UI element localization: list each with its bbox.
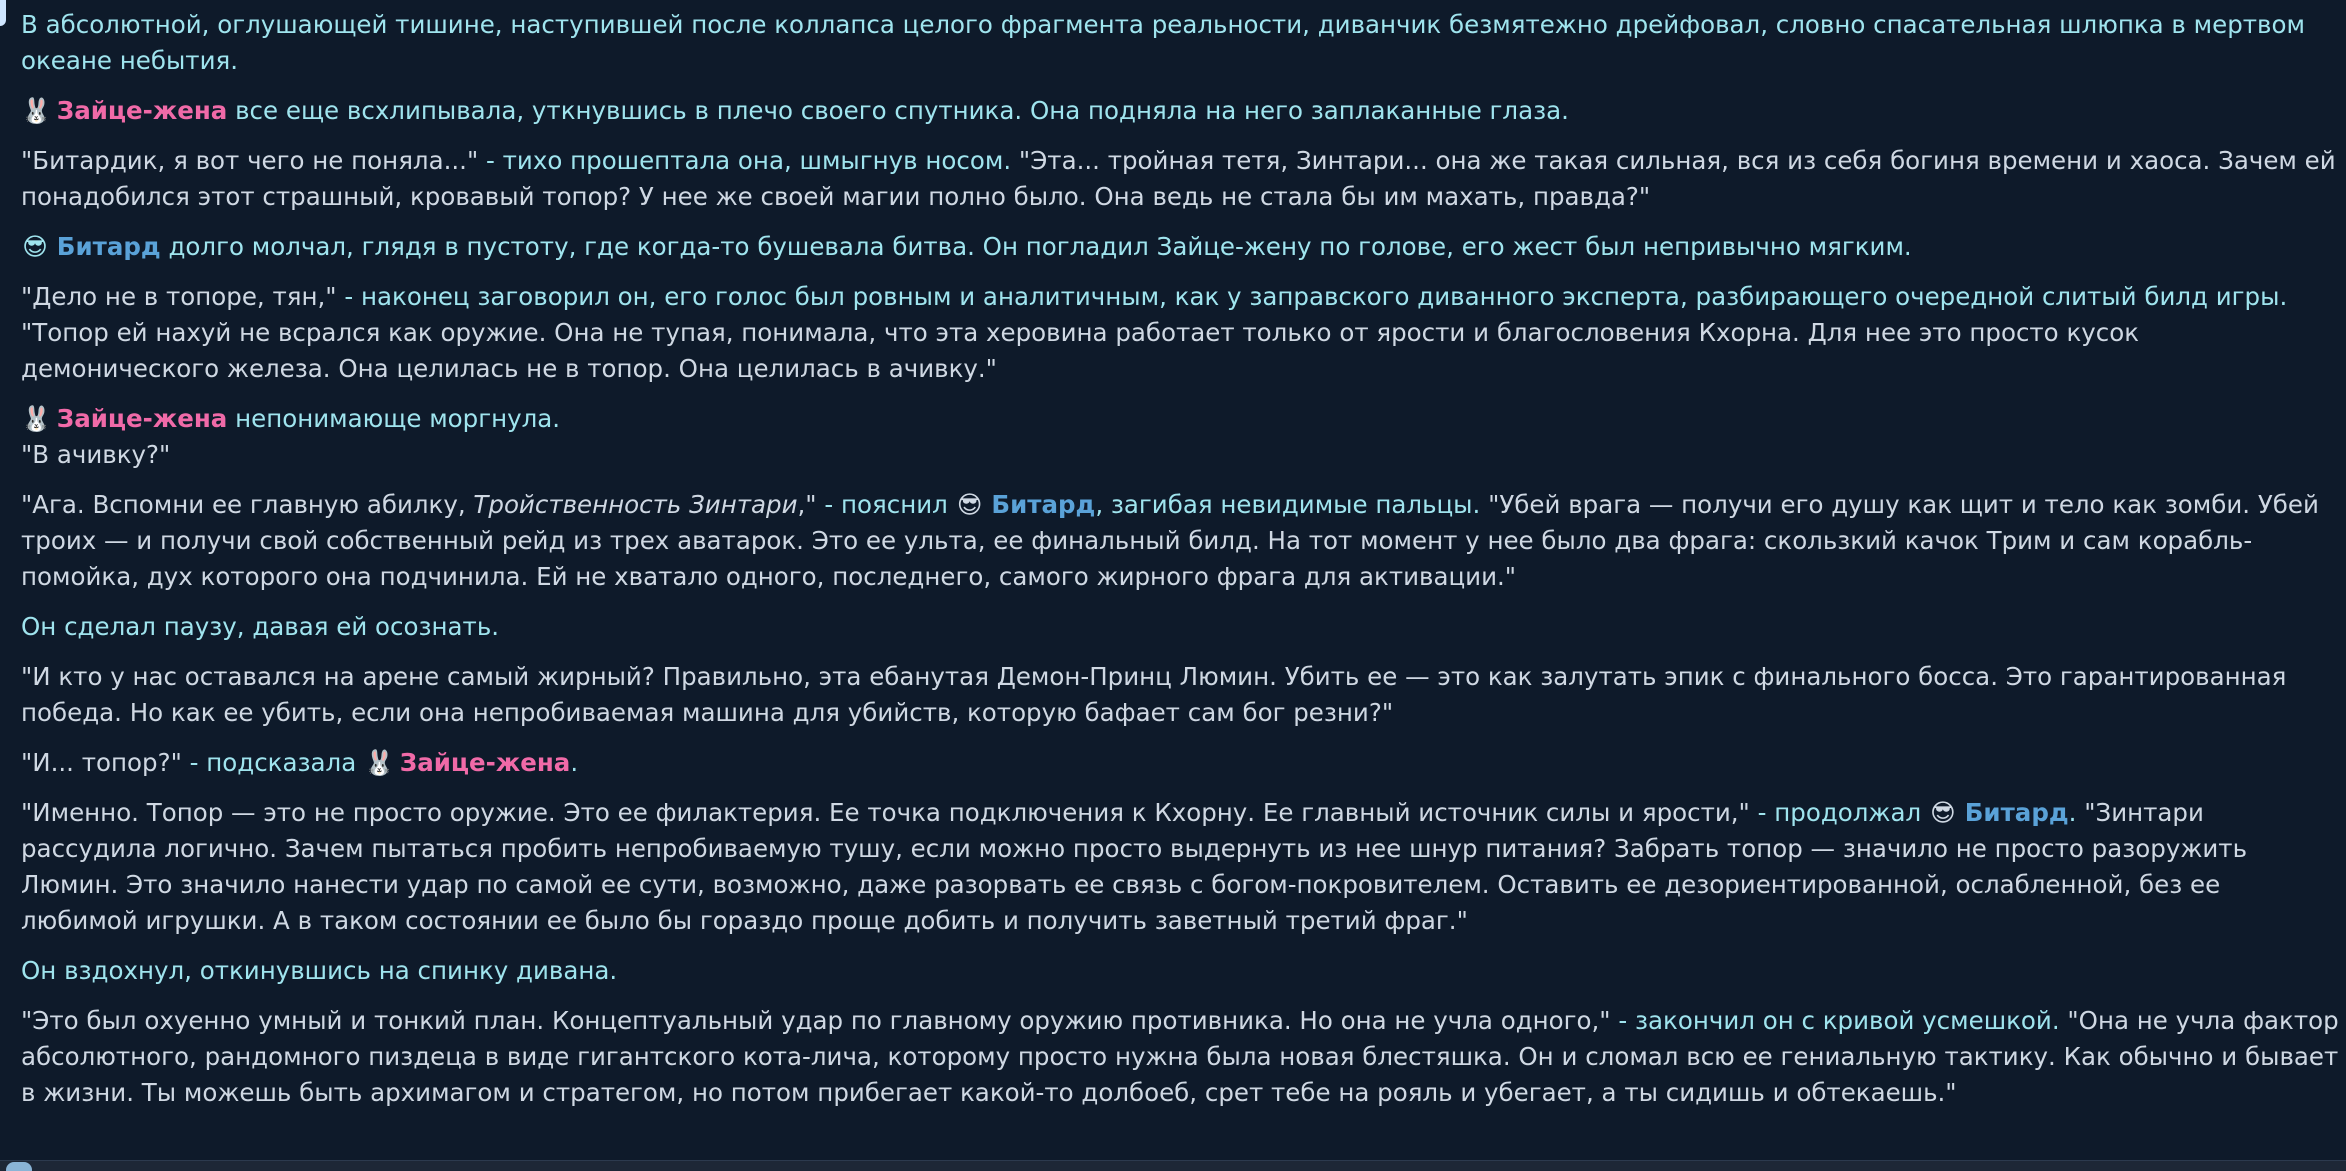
sunglasses-face-icon: 😎 bbox=[22, 232, 48, 261]
action-message bbox=[21, 401, 2339, 437]
input-bar[interactable] bbox=[0, 1160, 2346, 1171]
speech-quote: "Именно. Топор — это не просто оружие. Это ее филактерия. Ее точка подключения к Кхорну. Ее главный источник силы и ярости," bbox=[21, 798, 1750, 827]
speech-attribution: , загибая невидимые пальцы. bbox=[1095, 490, 1489, 519]
speech-message bbox=[21, 659, 2339, 731]
speech-quote: "Битардик, я вот чего не поняла..." bbox=[21, 146, 479, 175]
narration-text: Он вздохнул, откинувшись на спинку дивана. bbox=[21, 956, 618, 985]
narration-message bbox=[21, 7, 2339, 79]
speech-attribution: - подсказала bbox=[181, 748, 364, 777]
character-name-zaytse: Зайце-жена bbox=[56, 404, 228, 433]
ability-name: Тройственность Зинтари bbox=[473, 490, 798, 519]
speech-quote: "И... топор?" bbox=[21, 748, 182, 777]
character-name-zaytse: Зайце-жена bbox=[399, 748, 571, 777]
rabbit-icon: 🐰 bbox=[21, 404, 52, 433]
rabbit-icon: 🐰 bbox=[364, 748, 395, 777]
narration-text: Он сделал паузу, давая ей осознать. bbox=[21, 612, 500, 641]
action-text: все еще всхлипывала, уткнувшись в плечо своего спутника. Она подняла на него заплаканные глаза. bbox=[227, 96, 1569, 125]
narration-text: В абсолютной, оглушающей тишине, наступившей после коллапса целого фрагмента реальности, диванчик безмятежно дрейфовал, словно спасательная шлюпка в мертвом океане небытия. bbox=[21, 10, 2305, 75]
speech-quote: "Зинтари рассудила логично. Зачем пытаться пробить непробиваемую тушу, если можно просто выдернуть из нее шнур питания? Забрать топор — значило не просто разоружить Люмин. Это значило нанести удар по самой ее сути, возможно, даже разорвать ее связь с богом-покровителем. Оставить ее дезориентированной, ослабленной, без ее любимой игрушки. А в таком состоянии ее было бы гораздо проще добить и получить заветный третий фраг." bbox=[21, 798, 2248, 935]
sunglasses-face-icon: 😎 bbox=[956, 490, 983, 519]
tree-icon[interactable] bbox=[6, 1162, 32, 1171]
action-message bbox=[21, 229, 2339, 265]
speech-message bbox=[21, 143, 2339, 215]
speech-quote: "Она не учла фактор абсолютного, рандомного пиздеца в виде гигантского кота-лича, которому просто нужна была новая блестяшка. Он и сломал всю ее гениальную тактику. Как обычно и бывает в жизни. Ты можешь быть архимагом и стратегом, но потом прибегает какой-то долбоеб, срет тебе на рояль и убегает, а ты сидишь и обтекаешь." bbox=[21, 1006, 2339, 1107]
speech-message bbox=[21, 437, 2339, 473]
speech-attribution: - продолжал bbox=[1749, 798, 1929, 827]
speech-message bbox=[21, 1003, 2339, 1111]
speech-quote: "Топор ей нахуй не всрался как оружие. Она не тупая, понимала, что эта херовина работает только от ярости и благословения Кхорна. Для нее это просто кусок демонического железа. Она целилась не в топор. Она целилась в ачивку." bbox=[21, 318, 2140, 383]
speech-message bbox=[21, 795, 2339, 939]
speech-attribution: - пояснил bbox=[816, 490, 956, 519]
rabbit-icon: 🐰 bbox=[21, 96, 52, 125]
speech-message bbox=[21, 487, 2339, 595]
speech-quote: "Убей врага — получи его душу как щит и тело как зомби. Убей троих — и получи свой собственный рейд из трех аватарок. Это ее ульта, ее финальный билд. На тот момент у нее было два фрага: скользкий качок Трим и сам корабль-помойка, дух которого она подчинила. Ей не хватало одного, последнего, самого жирного фрага для активации." bbox=[21, 490, 2319, 591]
action-text: долго молчал, глядя в пустоту, где когда-то бушевала битва. Он погладил Зайце-жену по голове, его жест был непривычно мягким. bbox=[160, 232, 1912, 261]
action-message bbox=[21, 93, 2339, 129]
speech-attribution: - закончил он с кривой усмешкой. bbox=[1610, 1006, 2068, 1035]
speech-attribution: - тихо прошептала она, шмыгнув носом. bbox=[478, 146, 1019, 175]
punctuation: . bbox=[2068, 798, 2085, 827]
punctuation: . bbox=[570, 748, 579, 777]
character-name-zaytse: Зайце-жена bbox=[56, 96, 228, 125]
narration-message bbox=[21, 609, 2339, 645]
narration-message bbox=[21, 953, 2339, 989]
speech-quote: "И кто у нас оставался на арене самый жирный? Правильно, эта ебанутая Демон-Принц Люмин. Убить ее — это как залутать эпик с финального босса. Это гарантированная победа. Но как ее убить, если она непробиваемая машина для убийств, которую бафает сам бог резни?" bbox=[21, 662, 2287, 727]
action-text: непонимающе моргнула. bbox=[227, 404, 561, 433]
character-name-bitard: Битард bbox=[1964, 798, 2069, 827]
speech-message bbox=[21, 279, 2339, 387]
speech-quote: "Это был охуенно умный и тонкий план. Концептуальный удар по главному оружию противника. Но она не учла одного," bbox=[21, 1006, 1611, 1035]
character-name-bitard: Битард bbox=[991, 490, 1096, 519]
speech-quote: "Ага. Вспомни ее главную абилку, bbox=[21, 490, 474, 519]
speech-quote: "В ачивку?" bbox=[21, 440, 171, 469]
avatar-fragment-icon bbox=[0, 0, 6, 26]
character-name-bitard: Битард bbox=[56, 232, 161, 261]
message-list bbox=[21, 7, 2339, 1125]
sunglasses-face-icon: 😎 bbox=[1930, 798, 1956, 827]
speech-quote: ," bbox=[797, 490, 817, 519]
speech-quote: "Дело не в топоре, тян," bbox=[21, 282, 337, 311]
speech-quote: "Эта... тройная тетя, Зинтари... она же такая сильная, вся из себя богиня времени и хаоса. Зачем ей понадобился этот страшный, кровавый топор? У нее же своей магии полно было. Она ведь не стала бы им махать, правда?" bbox=[21, 146, 2336, 211]
speech-attribution: - наконец заговорил он, его голос был ровным и аналитичным, как у заправского диванного эксперта, разбирающего очередной слитый билд игры. bbox=[336, 282, 2288, 311]
speech-message bbox=[21, 745, 2339, 781]
